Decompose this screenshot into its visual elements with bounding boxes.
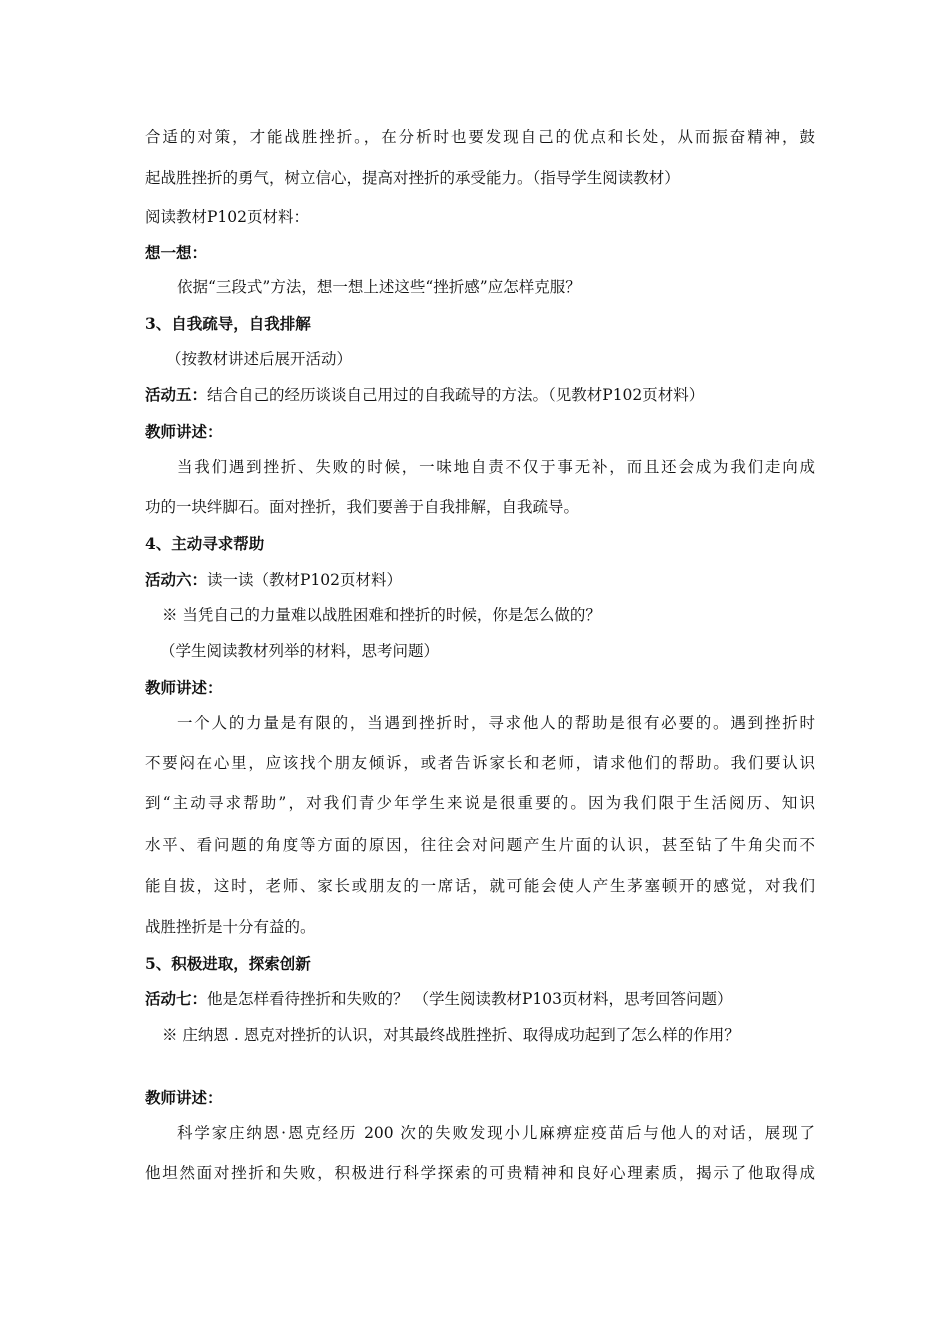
- paragraph-line: （学生阅读教材列举的材料，思考问题）: [160, 642, 440, 660]
- paragraph-line: （按教材讲述后展开活动）: [166, 350, 353, 368]
- paragraph-line: 能自拔，这时，老师、家长或朋友的一席话，就可能会使人产生茅塞顿开的感觉，对我们: [145, 877, 815, 895]
- paragraph-line: 阅读教材P102页材料：: [145, 208, 310, 226]
- paragraph-line: 水平、看问题的角度等方面的原因，往往会对问题产生片面的认识，甚至钻了牛角尖而不: [145, 836, 815, 854]
- section-heading: 4、主动寻求帮助: [145, 534, 265, 553]
- paragraph-line: 到“主动寻求帮助”，对我们青少年学生来说是很重要的。因为我们限于生活阅历、知识: [145, 794, 815, 812]
- paragraph-line: 战胜挫折是十分有益的。: [145, 918, 316, 936]
- paragraph-line: 他坦然面对挫折和失败，积极进行科学探索的可贵精神和良好心理素质，揭示了他取得成: [145, 1164, 815, 1182]
- activity-label: 活动五：: [145, 385, 208, 404]
- activity-line: [145, 988, 815, 1010]
- section-label: 教师讲述：: [145, 1088, 223, 1107]
- activity-line: [145, 569, 815, 591]
- paragraph-line: 起战胜挫折的勇气，树立信心，提高对挫折的承受能力。（指导学生阅读教材）: [145, 169, 680, 187]
- paragraph-line: 不要闷在心里，应该找个朋友倾诉，或者告诉家长和老师，请求他们的帮助。我们要认识: [145, 754, 815, 772]
- activity-text: 他是怎样看待挫折和失败的？ （学生阅读教材P103页材料，思考回答问题）: [207, 990, 733, 1008]
- activity-text: 结合自己的经历谈谈自己用过的自我疏导的方法。（见教材P102页材料）: [207, 386, 705, 404]
- section-heading: 3、自我疏导，自我排解: [145, 314, 311, 333]
- paragraph-line: 一个人的力量是有限的，当遇到挫折时，寻求他人的帮助是很有必要的。遇到挫折时: [177, 714, 815, 732]
- paragraph-line: 依据“三段式”方法，想一想上述这些“挫折感”应怎样克服？: [177, 278, 581, 296]
- section-heading: 5、积极进取，探索创新: [145, 954, 311, 973]
- paragraph-line: 合适的对策，才能战胜挫折。，在分析时也要发现自己的优点和长处，从而振奋精神，鼓: [145, 128, 815, 146]
- activity-label: 活动七：: [145, 989, 208, 1008]
- section-label: 想一想：: [145, 243, 208, 262]
- activity-label: 活动六：: [145, 570, 208, 589]
- paragraph-line: 功的一块绊脚石。面对挫折，我们要善于自我排解，自我疏导。: [145, 498, 580, 516]
- note-line: ※ 庄纳恩 . 恩克对挫折的认识，对其最终战胜挫折、取得成功起到了怎么样的作用？: [162, 1026, 740, 1044]
- activity-text: 读一读（教材P102页材料）: [207, 571, 403, 589]
- section-label: 教师讲述：: [145, 678, 223, 697]
- paragraph-line: 当我们遇到挫折、失败的时候，一味地自责不仅于事无补，而且还会成为我们走向成: [177, 458, 815, 476]
- note-line: ※ 当凭自己的力量难以战胜困难和挫折的时候，你是怎么做的？: [162, 606, 601, 624]
- activity-line: [145, 384, 815, 406]
- paragraph-line: 科学家庄纳恩·恩克经历 200 次的失败发现小儿麻痹症疫苗后与他人的对话，展现了: [177, 1124, 815, 1142]
- section-label: 教师讲述：: [145, 422, 223, 441]
